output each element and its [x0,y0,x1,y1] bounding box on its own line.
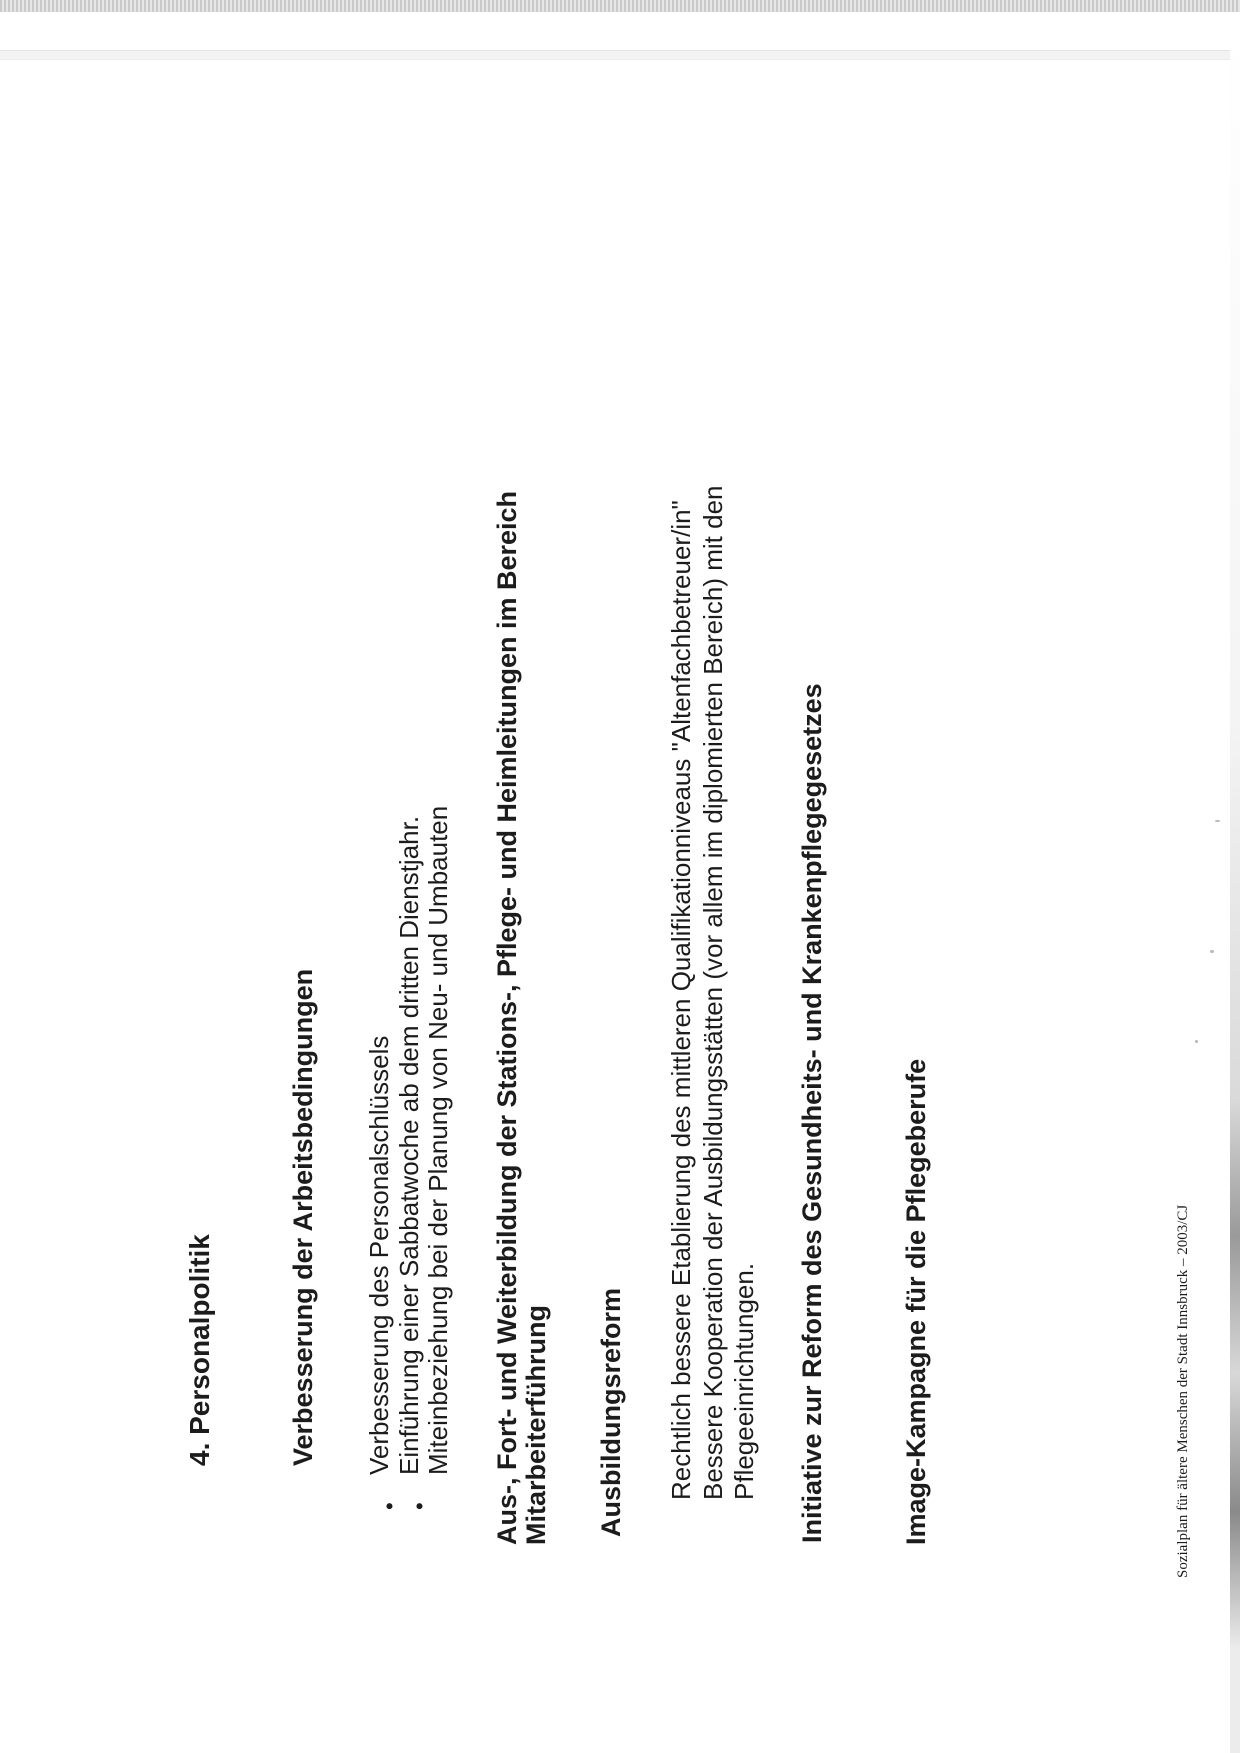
paragraph-line: Rechtlich bessere Etablierung des mittleren Qualifikationniveaus "Altenfachbetreuer/in" [666,500,696,1500]
section-heading-arbeitsbedingungen: Verbesserung der Arbeitsbedingungen [288,968,318,1466]
section-heading-weiterbildung-line1: Aus-, Fort- und Weiterbildung der Stations-, Pflege- und Heimleitungen im Bereich [492,490,522,1545]
bullet-marker: • [407,1502,432,1510]
section-heading-reform-initiative: Initiative zur Reform des Gesundheits- und Krankenpflegegesetzes [797,683,827,1543]
paragraph-line: Pflegeeinrichtungen. [729,1262,759,1500]
bullet-continuation: Miteinbeziehung bei der Planung von Neu- und Umbauten [423,805,453,1475]
section-heading-ausbildungsreform: Ausbildungsreform [596,1287,626,1537]
section-heading-weiterbildung-line2: Mitarbeiterführung [521,1305,551,1545]
page-title: 4. Personalpolitik [184,1234,215,1466]
page-footer: Sozialplan für ältere Menschen der Stadt Innsbruck – 2003/CJ [1175,1204,1191,1578]
bullet-item: Verbesserung des Personalschlüssels [364,1035,394,1475]
bullet-item: Einführung einer Sabbatwoche ab dem dritten Dienstjahr. [394,815,424,1475]
paragraph-line: Bessere Kooperation der Ausbildungsstätten (vor allem im diplomierten Bereich) mit den [698,485,728,1500]
bullet-marker: • [377,1502,402,1510]
section-heading-image-kampagne: Image-Kampagne für die Pflegeberufe [901,1058,931,1545]
